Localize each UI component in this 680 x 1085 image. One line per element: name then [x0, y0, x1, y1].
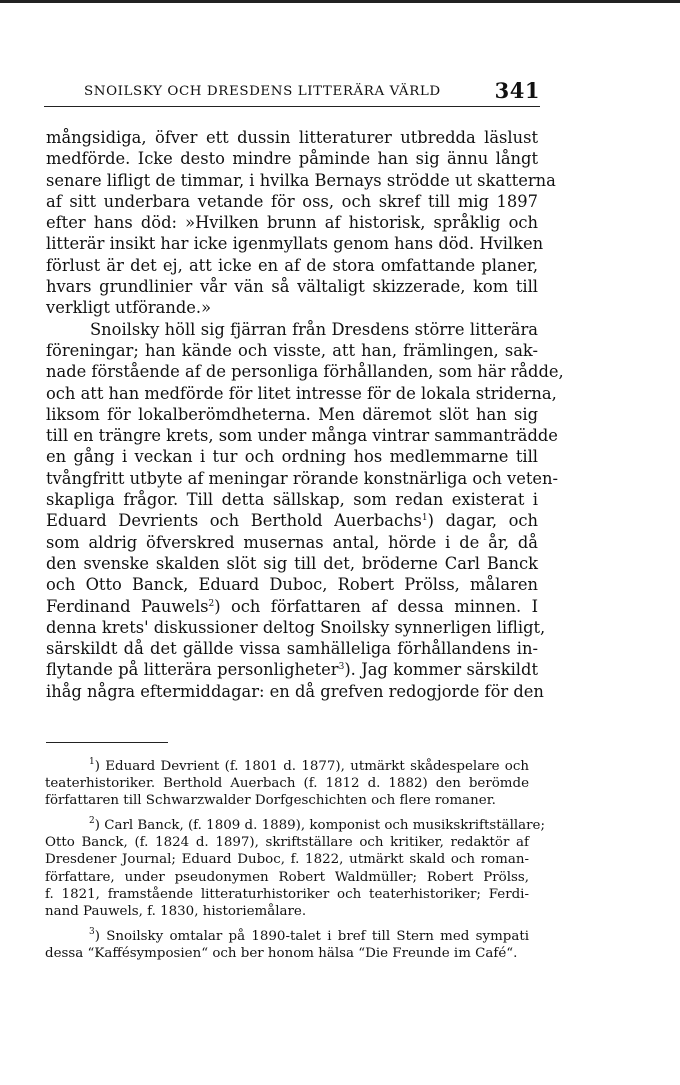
footnote-line: [45, 928, 529, 945]
text-fragment: flytande på litterära personligheter: [46, 660, 339, 680]
text-line: skapliga frågor. Till detta sällskap, som redan existerat i: [46, 490, 538, 510]
footnote-marker: 2: [89, 816, 95, 827]
text-line: tvångfritt utbyte af meningar rörande konstnärliga och veten-: [46, 468, 559, 488]
text-line: efter hans död: »Hvilken brunn af historisk, språklig och: [46, 213, 538, 233]
footnote-2: [45, 816, 545, 920]
page-number: 341: [494, 78, 540, 103]
text-line: förlust är det ej, att icke en af de stora omfattande planer,: [46, 255, 538, 275]
footnote-3: [45, 928, 529, 962]
footnote-line: nand Pauwels, f. 1830, historiemålare.: [45, 903, 307, 919]
footnote-line: f. 1821, framstående litteraturhistoriker och teaterhistoriker; Ferdi-: [45, 886, 529, 902]
text-line: nade förstående af de personliga förhållanden, som här rådde,: [46, 362, 564, 382]
text-line: den svenske skalden slöt sig till det, bröderne Carl Banck: [46, 553, 538, 573]
text-line: denna krets' diskussioner deltog Snoilsky synnerligen lifligt,: [46, 617, 546, 637]
text-line: mångsidiga, öfver ett dussin litteraturer utbredda läslust: [46, 128, 538, 147]
text-fragment: Eduard Devrients och Berthold Auerbachs: [46, 511, 422, 531]
text-line: särskildt då det gällde vissa samhälleliga förhållandens in-: [46, 639, 538, 659]
text-line: föreningar; han kände och visste, att han, främlingen, sak-: [46, 340, 538, 360]
footnote-line: Otto Banck, (f. 1824 d. 1897), skriftställare och kritiker, redaktör af: [45, 835, 529, 851]
body-text: [46, 127, 564, 702]
text-line: liksom för lokalberömdheterna. Men däremot slöt han sig: [46, 404, 538, 424]
text-line: [46, 510, 538, 531]
text-line: en gång i veckan i tur och ordning hos medlemmarne till: [46, 447, 538, 467]
footnote-line: författaren till Schwarzwalder Dorfgeschichten och flere romaner.: [45, 793, 496, 809]
footnote-marker: 3: [89, 926, 95, 937]
text-line: som aldrig öfverskred musernas antal, hörde i de år, då: [46, 532, 538, 552]
text-line: [46, 596, 538, 617]
text-line: [46, 659, 538, 680]
footnote-ref-2: 2: [208, 598, 215, 609]
page-header: [44, 80, 540, 108]
text-fragment: ) och författaren af dessa minnen. I: [214, 596, 539, 616]
footnote-line: [45, 816, 545, 834]
text-line: verkligt utförande.»: [46, 298, 212, 318]
footnote-1: [45, 758, 529, 809]
text-fragment: ) Carl Banck, (f. 1809 d. 1889), komponist och musikskriftställare;: [94, 818, 545, 834]
text-line: och att han medförde för litet intresse för de lokala striderna,: [46, 383, 557, 403]
text-fragment: ) dagar, och: [427, 511, 538, 531]
running-head: SNOILSKY OCH DRESDENS LITTERÄRA VÄRLD: [84, 84, 441, 99]
text-line: ihåg några eftermiddagar: en då grefven redogjorde för den: [46, 681, 544, 701]
text-line: litterär insikt har icke igenmyllats genom hans död. Hvilken: [46, 234, 544, 254]
page-top-edge-rule: [0, 0, 680, 3]
footnote-line: teaterhistoriker. Berthold Auerbach (f. 1812 d. 1882) den berömde: [45, 776, 529, 792]
text-line: Snoilsky höll sig fjärran från Dresdens större litterära: [90, 319, 538, 339]
text-line: till en trängre krets, som under många vintrar sammanträdde: [46, 426, 558, 446]
footnote-line: Dresdener Journal; Eduard Duboc, f. 1822, utmärkt skald och roman-: [45, 852, 529, 868]
text-fragment: ) Snoilsky omtalar på 1890-talet i bref till Stern med sympati: [94, 928, 529, 944]
footnotes: [45, 757, 545, 970]
footnote-line: dessa “Kaffésymposien“ och ber honom hälsa “Die Freunde im Café“.: [45, 945, 518, 961]
text-line: senare lifligt de timmar, i hvilka Bernays strödde ut skatterna: [46, 170, 556, 190]
header-rule: [44, 106, 540, 107]
footnote-ref-3: 3: [338, 662, 345, 673]
footnote-marker: 1: [89, 757, 95, 767]
text-line: af sitt underbara vetande för oss, och skref till mig 1897: [46, 191, 538, 211]
text-line: och Otto Banck, Eduard Duboc, Robert Prölss, målaren: [46, 575, 538, 595]
text-line: medförde. Icke desto mindre påminde han sig ännu långt: [46, 149, 538, 169]
text-fragment: ) Eduard Devrient (f. 1801 d. 1877), utmärkt skådespelare och: [94, 759, 529, 774]
footnote-rule: [46, 742, 168, 743]
text-fragment: Ferdinand Pauwels: [46, 596, 209, 616]
footnote-ref-1: 1: [421, 513, 428, 524]
text-line: hvars grundlinier vår vän så vältaligt skizzerade, kom till: [46, 277, 538, 297]
footnote-line: [45, 758, 529, 775]
text-fragment: ). Jag kommer särskildt: [344, 660, 538, 680]
footnote-line: författare, under pseudonymen Robert Waldmüller; Robert Prölss,: [45, 869, 529, 885]
